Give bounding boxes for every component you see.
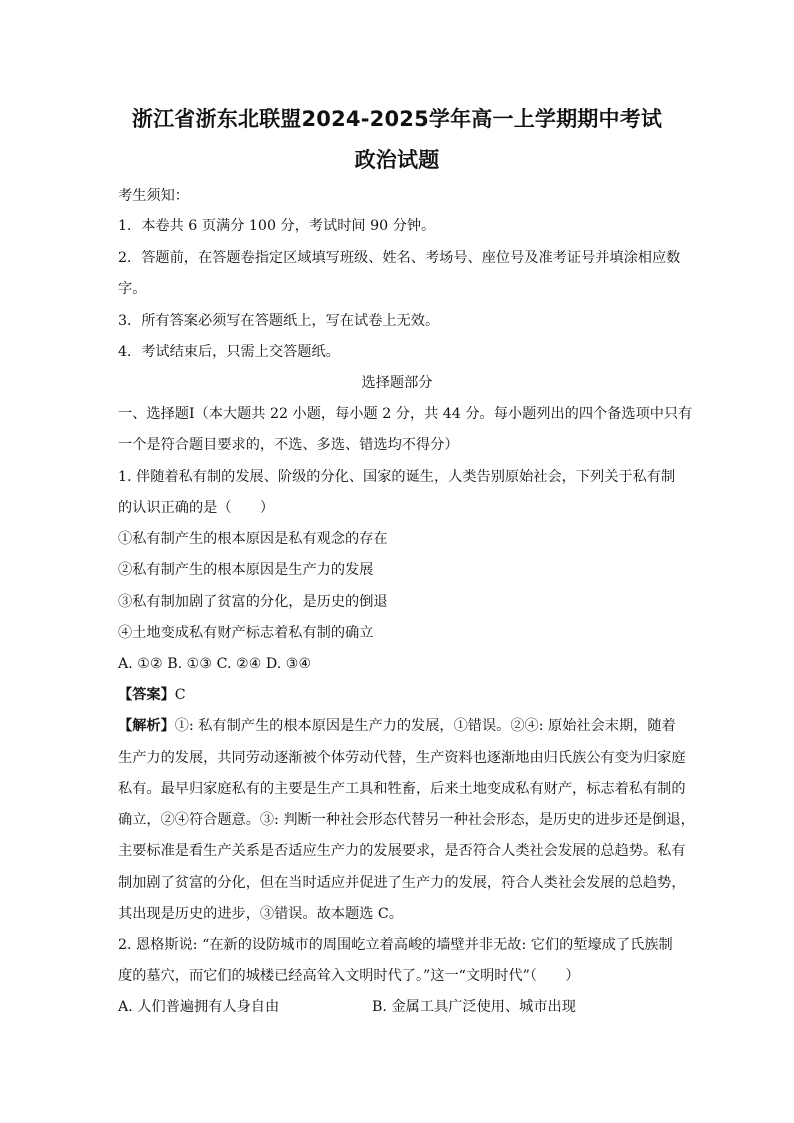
section-intro-line-2: 一个是符合题目要求的，不选、多选、错选均不得分） [118,437,459,453]
answer-tag: 【答案】 [118,687,175,703]
q2-option-a: A. 人们普遍拥有人身自由 [118,999,280,1015]
q1-analysis-line-5: 主要标准是看生产关系是否适应生产力的发展要求，是否符合人类社会发展的总趋势。私有 [118,843,686,859]
notice-item-3: 3．所有答案必须写在答题纸上，写在试卷上无效。 [118,313,440,329]
q1-analysis-line-6: 制加剧了贫富的分化，但在当时适应并促进了生产力的发展，符合人类社会发展的总趋势， [118,875,686,891]
q1-analysis-line-1 [118,716,684,736]
answer-value: C [174,687,186,703]
q1-analysis-line-4: 确立，②④符合题意。③: 判断一种社会形态代替另一种社会形态，是历史的进步还是倒退， [118,812,695,828]
section-intro-line-1: 一、选择题Ⅰ（本大题共 22 小题，每小题 2 分，共 44 分。每小题列出的四个备选项中只有 [118,406,693,422]
q1-stem-line-1: 1. 伴随着私有制的发展、阶级的分化、国家的诞生，人类告别原始社会，下列关于私有制 [118,469,676,485]
notice-item-4: 4．考试结束后，只需上交答题纸。 [118,344,340,360]
q1-analysis-line-3: 私有。最早归家庭私有的主要是生产工具和牲畜，后来土地变成私有财产，标志着私有制的 [118,781,686,797]
q1-statement-3: ③私有制加剧了贫富的分化，是历史的倒退 [118,594,388,610]
section-title: 选择题部分 [361,375,433,391]
document-subtitle: 政治试题 [354,148,440,172]
q1-options: A. ①② B. ①③ C. ②④ D. ③④ [118,656,312,672]
q1-analysis-line-2: 生产力的发展，共同劳动逐渐被个体劳动代替，生产资料也逐渐地由归氏族公有变为归家庭 [118,750,686,766]
q1-stem-line-2: 的认识正确的是（ ） [118,500,275,516]
document-title: 浙江省浙东北联盟2024-2025学年高一上学期期中考试 [131,107,663,131]
q2-stem-line-2: 度的墓穴，而它们的城楼已经高耸入文明时代了。”这一“文明时代”（ ） [118,968,580,984]
q1-analysis-line-7: 其出现是历史的进步，③错误。故本题选 C。 [118,906,403,922]
analysis-tag: 【解析】 [118,718,175,734]
notice-heading: 考生须知： [118,188,189,204]
q1-statement-1: ①私有制产生的根本原因是私有观念的存在 [118,531,388,547]
notice-item-1: 1．本卷共 6 页满分 100 分，考试时间 90 分钟。 [118,218,436,234]
notice-item-2-cont: 字。 [118,281,147,297]
q2-option-b: B. 金属工具广泛使用、城市出现 [372,999,576,1015]
q1-statement-4: ④土地变成私有财产标志着私有制的确立 [118,625,374,641]
q2-stem-line-1: 2. 恩格斯说: “在新的设防城市的周围屹立着高峻的墙壁并非无故: 它们的堑壕成了氏族制 [118,937,673,953]
q1-statement-2: ②私有制产生的根本原因是生产力的发展 [118,562,374,578]
q1-answer [118,685,684,705]
notice-item-2: 2．答题前，在答题卷指定区域填写班级、姓名、考场号、座位号及准考证号并填涂相应数 [118,250,681,266]
analysis-text: ①: 私有制产生的根本原因是生产力的发展，①错误。②④: 原始社会末期，随着 [174,718,676,734]
